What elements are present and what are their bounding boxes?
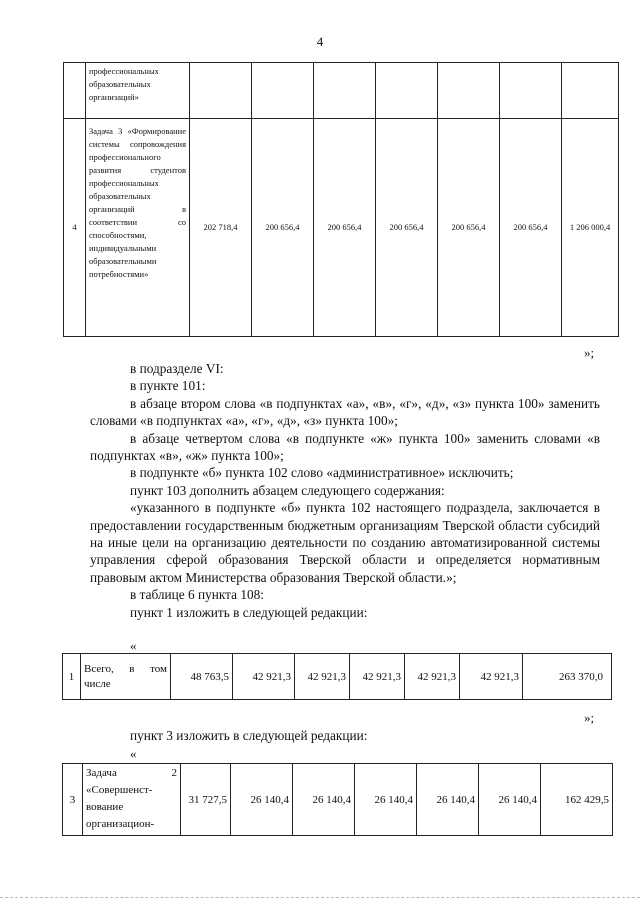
row-desc: Задача 2 «Совершенст-вование организацион- bbox=[83, 764, 181, 836]
row-desc: Задача 3 «Формирование системы сопровождения профессионального развития студентов профессиональных образовательных организаций в соответствии со способностями, индивидуальными образовательными потребностями» bbox=[86, 119, 190, 337]
cell-value: 200 656,4 bbox=[500, 119, 562, 337]
row-index: 4 bbox=[64, 119, 86, 337]
table-top bbox=[63, 62, 619, 337]
table-row bbox=[63, 654, 612, 700]
cell-value: 200 656,4 bbox=[376, 119, 438, 337]
row-desc: Всего, в том числе bbox=[81, 654, 171, 700]
table-row bbox=[63, 764, 613, 836]
row-index: 3 bbox=[63, 764, 83, 836]
paragraph: в подразделе VI: bbox=[130, 361, 224, 376]
paragraph: «указанного в подпункте «б» пункта 102 настоящего подраздела, заключается в предоставлении государственным бюджетным организациям Тверской области субсидий на иные цели на организацию деятельности по созданию автоматизированной системы управления сферой образования Тверской области и определяется нормативным правовым актом Министерства образования Тверской области.»; bbox=[90, 500, 600, 585]
cell-value: 26 140,4 bbox=[231, 764, 293, 836]
row-index: 1 bbox=[63, 654, 81, 700]
paragraph: в таблице 6 пункта 108: bbox=[130, 587, 264, 603]
cell-value: 42 921,3 bbox=[350, 654, 405, 700]
body-text bbox=[90, 360, 600, 621]
cell-value: 263 370,0 bbox=[523, 654, 612, 700]
paragraph: в абзаце четвертом слова «в подпункте «ж» пункта 100» заменить словами «в подпунктах «в», «ж» пункта 100»; bbox=[90, 430, 600, 464]
paragraph: в подпункте «б» пункта 102 слово «административное» исключить; bbox=[130, 465, 514, 481]
cell-value: 42 921,3 bbox=[405, 654, 460, 700]
cell-value: 162 429,5 bbox=[541, 764, 613, 836]
cell-value: 26 140,4 bbox=[293, 764, 355, 836]
table-row bbox=[64, 63, 619, 119]
cell-value: 42 921,3 bbox=[460, 654, 523, 700]
cell-value: 48 763,5 bbox=[171, 654, 233, 700]
opening-quote: « bbox=[130, 746, 137, 761]
table-point-3 bbox=[62, 763, 613, 836]
table-point-1 bbox=[62, 653, 612, 700]
cell-value: 26 140,4 bbox=[479, 764, 541, 836]
opening-quote: « bbox=[130, 638, 137, 653]
table-row bbox=[64, 119, 619, 337]
cell-value: 42 921,3 bbox=[295, 654, 350, 700]
row-cont-desc: профессиональных образовательных организаций» bbox=[86, 63, 190, 119]
cell-value: 26 140,4 bbox=[355, 764, 417, 836]
cell-value: 200 656,4 bbox=[252, 119, 314, 337]
cell-value: 42 921,3 bbox=[233, 654, 295, 700]
page-number: 4 bbox=[316, 34, 324, 49]
cell-value: 200 656,4 bbox=[314, 119, 376, 337]
paragraph: пункт 3 изложить в следующей редакции: bbox=[130, 728, 368, 743]
paragraph: пункт 1 изложить в следующей редакции: bbox=[130, 604, 368, 620]
cell-value: 26 140,4 bbox=[417, 764, 479, 836]
body-text bbox=[90, 727, 600, 744]
page-edge-divider bbox=[0, 897, 640, 899]
paragraph: пункт 103 дополнить абзацем следующего содержания: bbox=[130, 482, 445, 498]
cell-value: 200 656,4 bbox=[438, 119, 500, 337]
paragraph: в пункте 101: bbox=[130, 378, 206, 394]
cell-value: 1 206 000,4 bbox=[562, 119, 619, 337]
cell-value: 31 727,5 bbox=[181, 764, 231, 836]
closing-quote: »; bbox=[584, 345, 595, 360]
closing-quote: »; bbox=[584, 710, 595, 725]
paragraph: в абзаце втором слова «в подпунктах «а», «в», «г», «д», «з» пункта 100» заменить словами «в подпунктах «а», «г», «д», «з» пункта 100»; bbox=[90, 395, 600, 429]
cell-value: 202 718,4 bbox=[190, 119, 252, 337]
